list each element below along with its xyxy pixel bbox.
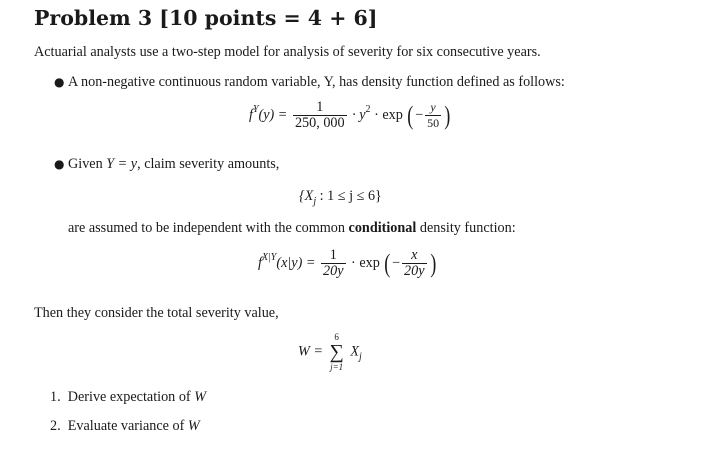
sum-formula: W = 6 ∑ j=1 $X_j$: [298, 332, 362, 372]
inner-fraction: $\frac{x}{20y}$: [404, 247, 425, 279]
fraction: $\frac{1}{250, 000}$: [294, 99, 345, 131]
problem-title: Problem 3 [10 points = 4 + 6]: [34, 6, 378, 30]
set-formula: {$X_j$ : 1 ≤ j ≤ 6}: [299, 188, 382, 207]
f-symbol: f: [249, 106, 253, 123]
inner-fraction: $\frac{y}{50}$: [427, 100, 440, 130]
bullet1-text: A non-negative continuous random variable, Y, has density function defined as follows:: [68, 74, 565, 90]
conditional-text: are assumed to be independent with the common conditional density function:: [68, 220, 516, 236]
conditional-density-formula: $f^{X|Y}(x|y)$ = $\frac{1}{20y}$ · exp (− $\frac{x}{20y}$ ): [258, 247, 436, 279]
sigma-symbol: 6 ∑ j=1: [329, 332, 344, 372]
intro-text: Actuarial analysts use a two-step model for analysis of severity for six consecutive years.: [34, 44, 541, 60]
bullet2-text: Given Y = y, claim severity amounts,: [68, 156, 280, 172]
bullet-dot: ●: [54, 75, 65, 89]
density-y-formula: $f^Y(y)$ = $\frac{1}{250, 000}$ · $y^2 \cdot \exp$ (− $\frac{y}{50}$ ): [249, 99, 451, 131]
question-1: 1. Derive expectation of W: [50, 389, 207, 405]
total-text: Then they consider the total severity value,: [34, 305, 279, 321]
bullet-dot: ●: [54, 157, 65, 171]
fraction: $\frac{1}{20y}$: [323, 247, 344, 279]
question-2: 2. Evaluate variance of W: [50, 418, 200, 434]
